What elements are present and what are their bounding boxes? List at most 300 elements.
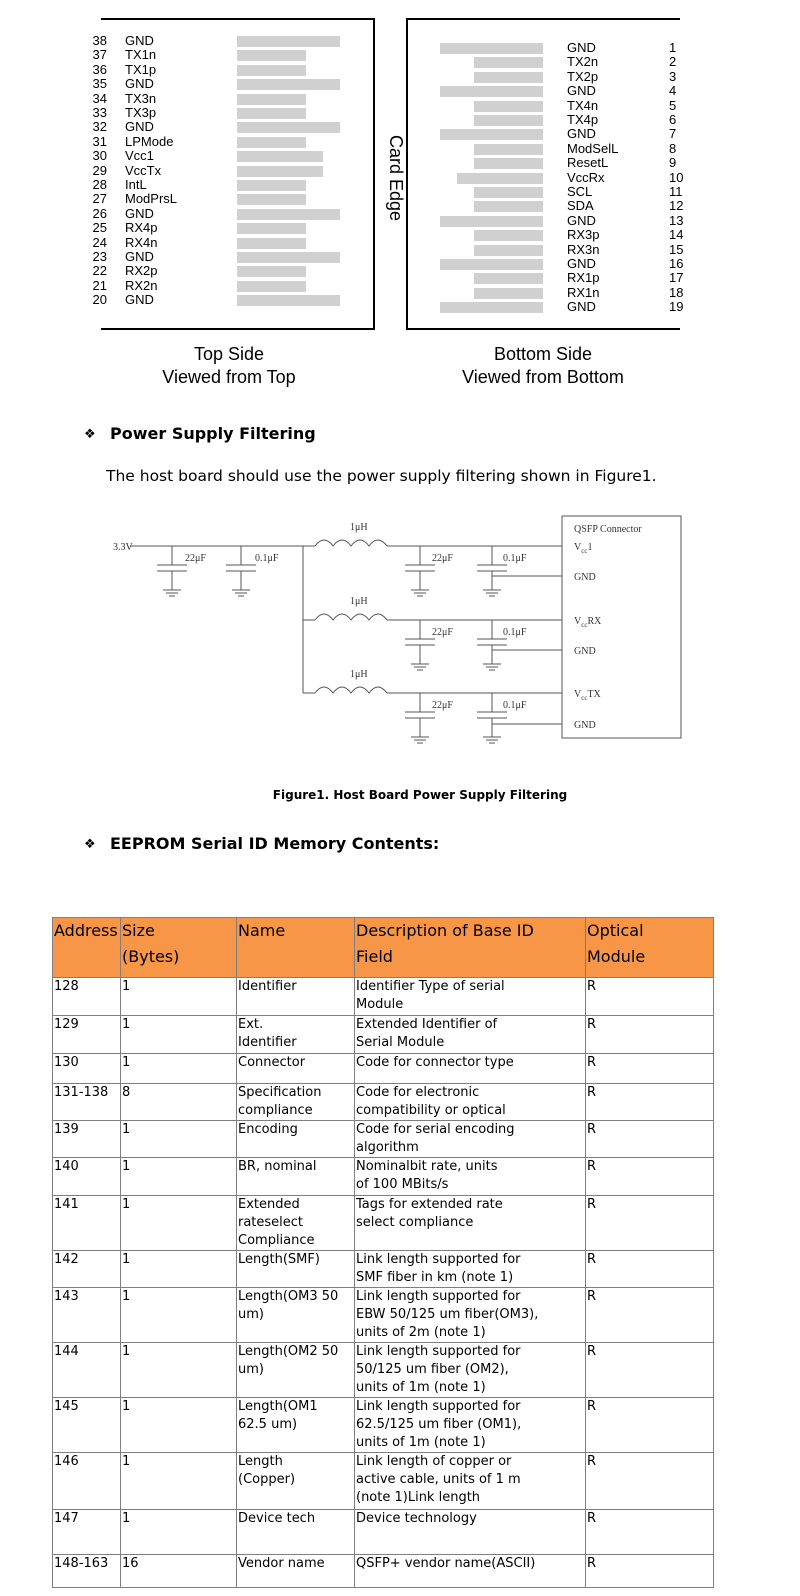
- pin-name: GND: [567, 83, 596, 99]
- top-side-caption-line1: Top Side: [193, 344, 265, 364]
- optical-module-cell: R: [586, 1158, 714, 1196]
- name-cell-line: 62.5 um): [238, 1417, 298, 1432]
- contact-pad: [237, 238, 306, 249]
- pin-number: 9: [669, 155, 677, 171]
- address-cell: 140: [53, 1158, 121, 1196]
- description-cell-line: algorithm: [356, 1140, 419, 1155]
- address-cell: 145: [53, 1398, 121, 1453]
- pin-name: TX3n: [125, 90, 157, 106]
- name-cell-line: Connector: [238, 1055, 306, 1070]
- size-cell: 1: [121, 1196, 237, 1251]
- vcc1-prefix: V: [574, 542, 582, 553]
- power-filter-schematic: [100, 510, 690, 750]
- description-cell-line: of 100 MBits/s: [356, 1177, 449, 1192]
- description-cell-line: compatibility or optical: [356, 1103, 506, 1118]
- pin-name: TX2p: [567, 68, 599, 84]
- table-row: [53, 1398, 714, 1453]
- header-opt-line1: Optical: [587, 921, 644, 940]
- pin-number: 27: [92, 191, 107, 207]
- table-row: [53, 1510, 714, 1555]
- description-cell-line: 50/125 um fiber (OM2),: [356, 1362, 509, 1377]
- pin-name: GND: [125, 76, 154, 92]
- contact-pad: [237, 151, 323, 162]
- description-cell-line: SMF fiber in km (note 1): [356, 1270, 514, 1285]
- vccrx-subscript: cc: [581, 621, 588, 629]
- size-cell: 1: [121, 1510, 237, 1555]
- name-cell-line: Length(OM1: [238, 1399, 318, 1414]
- pin-name: VccTx: [125, 162, 162, 178]
- description-cell-line: Extended Identifier of: [356, 1017, 498, 1032]
- pin-name: TX1n: [125, 47, 157, 63]
- pin-number: 25: [92, 220, 107, 236]
- size-cell: 1: [121, 1398, 237, 1453]
- description-cell: [355, 1251, 586, 1288]
- pin-name: SDA: [567, 198, 594, 214]
- description-cell-line: units of 2m (note 1): [356, 1325, 486, 1340]
- vccrx-prefix: V: [574, 616, 582, 627]
- name-cell-line: Length(OM2 50: [238, 1344, 339, 1359]
- table-row: [53, 978, 714, 1016]
- branch2-cap-large-label: 22μF: [432, 627, 453, 638]
- top-side-caption: [128, 343, 330, 389]
- pin-number: 19: [669, 299, 684, 315]
- name-cell: [237, 1054, 355, 1084]
- optical-module-cell: R: [586, 1121, 714, 1158]
- inductor-2-label: 1μH: [350, 596, 368, 607]
- pin-number: 31: [92, 133, 107, 149]
- description-cell-line: Device technology: [356, 1511, 477, 1526]
- pin-number: 24: [92, 234, 107, 250]
- contact-pad: [474, 245, 543, 256]
- name-cell: [237, 1084, 355, 1121]
- pin-name: GND: [125, 119, 154, 135]
- pin-name: GND: [125, 292, 154, 308]
- pin-name: GND: [567, 212, 596, 228]
- name-cell-line: um): [238, 1362, 264, 1377]
- size-cell: 8: [121, 1084, 237, 1121]
- table-row: [53, 1084, 714, 1121]
- input-cap-small-label: 0.1μF: [255, 553, 279, 564]
- pin-number: 16: [669, 256, 684, 271]
- header-desc-line2: Field: [356, 947, 393, 966]
- contact-pad: [474, 201, 543, 212]
- card-edge-label: Card Edge: [386, 134, 406, 222]
- name-cell: [237, 1510, 355, 1555]
- description-cell-line: Code for serial encoding: [356, 1122, 515, 1137]
- vccrx-pin-label: [574, 616, 602, 629]
- pin-number: 32: [92, 119, 107, 135]
- pin-name: TX4n: [567, 97, 599, 113]
- pin-number: 7: [669, 126, 677, 142]
- description-cell-line: Module: [356, 997, 404, 1012]
- pin-name: RX3p: [567, 227, 600, 243]
- name-cell-line: Extended: [238, 1197, 300, 1212]
- pin-number: 17: [669, 270, 684, 286]
- pin-number: 3: [669, 68, 677, 84]
- pinout-figure: [0, 0, 800, 400]
- size-cell: 1: [121, 978, 237, 1016]
- description-cell-line: (note 1)Link length: [356, 1490, 481, 1505]
- description-cell-line: active cable, units of 1 m: [356, 1472, 521, 1487]
- diamond-bullet-icon: ❖: [84, 427, 96, 442]
- header-address: [53, 918, 121, 978]
- pin-number: 20: [92, 292, 107, 308]
- contact-pad: [237, 108, 306, 119]
- header-size-line2: (Bytes): [122, 947, 180, 966]
- diamond-bullet-icon: ❖: [84, 837, 96, 852]
- gnd-pin-1-label: GND: [574, 572, 596, 583]
- description-cell-line: units of 1m (note 1): [356, 1435, 486, 1450]
- contact-pad: [237, 137, 306, 148]
- bottom-side-caption-line1: Bottom Side: [493, 344, 593, 364]
- table-row: [53, 1555, 714, 1588]
- gnd-pin-3-label: GND: [574, 720, 596, 731]
- contact-pad: [237, 281, 306, 292]
- description-cell: [355, 1398, 586, 1453]
- name-cell-line: Vendor name: [238, 1556, 325, 1571]
- description-cell: [355, 1555, 586, 1588]
- name-cell-line: rateselect: [238, 1215, 304, 1230]
- address-cell: 129: [53, 1016, 121, 1054]
- pin-name: GND: [125, 249, 154, 264]
- description-cell-line: Code for connector type: [356, 1055, 514, 1070]
- optical-module-cell: R: [586, 978, 714, 1016]
- power-section-heading: Power Supply Filtering: [110, 424, 316, 443]
- table-row: [53, 1016, 714, 1054]
- branch3-cap-small-label: 0.1μF: [503, 700, 527, 711]
- contact-pad: [237, 166, 323, 177]
- bottom-side-caption-line2: Viewed from Bottom: [462, 367, 624, 387]
- name-cell-line: Ext.: [238, 1017, 264, 1032]
- contact-pad: [237, 295, 340, 306]
- contact-pad: [237, 180, 306, 191]
- contact-pad: [440, 216, 543, 227]
- pin-name: RX1p: [567, 270, 600, 286]
- pin-name: Vcc1: [125, 148, 154, 164]
- description-cell: [355, 1453, 586, 1510]
- contact-pad: [474, 230, 543, 241]
- description-cell-line: Link length supported for: [356, 1344, 521, 1359]
- description-cell-line: Link length supported for: [356, 1252, 521, 1267]
- power-section-text: The host board should use the power supply filtering shown in Figure1.: [106, 467, 657, 485]
- pin-name: SCL: [567, 184, 593, 199]
- pin-number: 10: [669, 169, 684, 185]
- header-name: [237, 918, 355, 978]
- address-cell: 148-163: [53, 1555, 121, 1588]
- address-cell: 139: [53, 1121, 121, 1158]
- name-cell-line: Specification: [238, 1085, 322, 1100]
- optical-module-cell: R: [586, 1398, 714, 1453]
- pin-number: 15: [669, 241, 684, 257]
- address-cell: 131-138: [53, 1084, 121, 1121]
- optical-module-cell: R: [586, 1453, 714, 1510]
- branch3-cap-large-label: 22μF: [432, 700, 453, 711]
- description-cell-line: Code for electronic: [356, 1085, 480, 1100]
- pin-number: 4: [669, 83, 677, 99]
- address-cell: 146: [53, 1453, 121, 1510]
- pin-name: RX2p: [125, 263, 158, 279]
- contact-pad: [474, 144, 543, 155]
- size-cell: 1: [121, 1453, 237, 1510]
- pin-name: TX1p: [125, 61, 157, 77]
- description-cell-line: Link length supported for: [356, 1399, 521, 1414]
- bottom-side-outline: [406, 18, 680, 330]
- pin-number: 18: [669, 284, 684, 300]
- pin-name: GND: [567, 299, 596, 315]
- address-cell: 128: [53, 978, 121, 1016]
- optical-module-cell: R: [586, 1054, 714, 1084]
- pin-number: 11: [669, 184, 683, 199]
- vcc1-pin-label: [574, 542, 592, 555]
- description-cell-line: select compliance: [356, 1215, 474, 1230]
- size-cell: 1: [121, 1121, 237, 1158]
- pin-name: TX3p: [125, 105, 157, 120]
- description-cell-line: Tags for extended rate: [356, 1197, 503, 1212]
- table-row: [53, 1158, 714, 1196]
- pin-name: RX4p: [125, 220, 158, 236]
- contact-pad: [237, 94, 306, 105]
- pin-number: 28: [92, 177, 107, 192]
- table-row: [53, 1288, 714, 1343]
- pin-name: RX4n: [125, 234, 158, 250]
- pin-number: 33: [92, 105, 107, 120]
- pin-number: 21: [92, 277, 107, 293]
- name-cell-line: Encoding: [238, 1122, 298, 1137]
- connector-title: QSFP Connector: [574, 524, 642, 535]
- header-optical-module: [586, 918, 714, 978]
- description-cell: [355, 1196, 586, 1251]
- pin-name: RX2n: [125, 277, 158, 293]
- pin-name: GND: [567, 126, 596, 142]
- contact-pad: [440, 259, 543, 270]
- pin-number: 1: [669, 40, 677, 55]
- contact-pad: [474, 187, 543, 198]
- table-row: [53, 1453, 714, 1510]
- size-cell: 1: [121, 1158, 237, 1196]
- optical-module-cell: R: [586, 1510, 714, 1555]
- pin-number: 5: [669, 97, 677, 113]
- pin-number: 6: [669, 112, 677, 127]
- header-address-text: Address: [54, 921, 118, 940]
- table-row: [53, 1054, 714, 1084]
- contact-pad: [237, 252, 340, 263]
- vccrx-suffix: RX: [587, 616, 602, 627]
- pin-number: 35: [92, 76, 107, 92]
- name-cell-line: (Copper): [238, 1472, 296, 1487]
- vcc1-suffix: 1: [587, 542, 593, 553]
- contact-pad: [237, 209, 340, 220]
- optical-module-cell: R: [586, 1016, 714, 1054]
- contact-pad: [237, 36, 340, 47]
- contact-pad: [440, 129, 543, 140]
- pin-number: 30: [92, 148, 107, 164]
- inductor-1-label: 1μH: [350, 522, 368, 533]
- name-cell: [237, 1251, 355, 1288]
- bottom-side-caption: [432, 343, 654, 389]
- name-cell: [237, 1453, 355, 1510]
- table-row: [53, 1196, 714, 1251]
- address-cell: 142: [53, 1251, 121, 1288]
- header-size-line1: Size: [122, 921, 155, 940]
- optical-module-cell: R: [586, 1288, 714, 1343]
- optical-module-cell: R: [586, 1196, 714, 1251]
- pin-name: ModPrsL: [125, 191, 178, 207]
- eeprom-header-row: [53, 918, 714, 978]
- name-cell-line: Identifier: [238, 1035, 297, 1050]
- size-cell: 1: [121, 1054, 237, 1084]
- header-desc-line1: Description of Base ID: [356, 921, 534, 940]
- pin-name: TX4p: [567, 112, 599, 127]
- contact-pad: [474, 273, 543, 284]
- address-cell: 130: [53, 1054, 121, 1084]
- size-cell: 1: [121, 1343, 237, 1398]
- pin-name: RX1n: [567, 284, 600, 300]
- table-row: [53, 1343, 714, 1398]
- size-cell: 16: [121, 1555, 237, 1588]
- pin-name: ModSelL: [567, 140, 619, 156]
- name-cell-line: Identifier: [238, 979, 297, 994]
- address-cell: 147: [53, 1510, 121, 1555]
- pin-name: RX3n: [567, 241, 600, 257]
- pin-number: 36: [92, 61, 107, 77]
- contact-pad: [474, 288, 543, 299]
- address-cell: 143: [53, 1288, 121, 1343]
- name-cell-line: compliance: [238, 1103, 313, 1118]
- description-cell: [355, 1343, 586, 1398]
- pin-name: GND: [567, 40, 596, 55]
- contact-pad: [237, 50, 306, 61]
- pin-number: 12: [669, 198, 684, 214]
- contact-pad: [237, 266, 306, 277]
- size-cell: 1: [121, 1016, 237, 1054]
- name-cell-line: Length: [238, 1454, 283, 1469]
- optical-module-cell: R: [586, 1084, 714, 1121]
- header-description: [355, 918, 586, 978]
- pin-name: LPMode: [125, 133, 174, 149]
- eeprom-section-heading: EEPROM Serial ID Memory Contents:: [110, 834, 440, 853]
- pin-number: 34: [92, 90, 107, 106]
- branch1-cap-large-label: 22μF: [432, 553, 453, 564]
- optical-module-cell: R: [586, 1251, 714, 1288]
- size-cell: 1: [121, 1288, 237, 1343]
- eeprom-table: [52, 917, 714, 1588]
- contact-pad: [440, 86, 543, 97]
- name-cell: [237, 1121, 355, 1158]
- optical-module-cell: R: [586, 1555, 714, 1588]
- address-cell: 144: [53, 1343, 121, 1398]
- pin-number: 38: [92, 33, 107, 48]
- header-name-text: Name: [238, 921, 286, 940]
- name-cell: [237, 1555, 355, 1588]
- branch2-cap-small-label: 0.1μF: [503, 627, 527, 638]
- description-cell-line: QSFP+ vendor name(ASCII): [356, 1556, 536, 1571]
- contact-pad: [474, 57, 543, 68]
- description-cell-line: EBW 50/125 um fiber(OM3),: [356, 1307, 539, 1322]
- name-cell: [237, 1288, 355, 1343]
- name-cell: [237, 978, 355, 1016]
- header-opt-line2: Module: [587, 947, 646, 966]
- pin-number: 22: [92, 263, 107, 279]
- name-cell-line: Length(SMF): [238, 1252, 320, 1267]
- size-cell: 1: [121, 1251, 237, 1288]
- description-cell-line: Link length supported for: [356, 1289, 521, 1304]
- vcctx-suffix: TX: [587, 689, 601, 700]
- description-cell-line: Serial Module: [356, 1035, 445, 1050]
- table-row: [53, 1251, 714, 1288]
- pin-name: GND: [125, 205, 154, 221]
- top-side-caption-line2: Viewed from Top: [162, 367, 296, 387]
- contact-pad: [474, 101, 543, 112]
- pin-number: 37: [92, 47, 107, 63]
- description-cell: [355, 1158, 586, 1196]
- name-cell: [237, 1398, 355, 1453]
- description-cell: [355, 1016, 586, 1054]
- table-row: [53, 1121, 714, 1158]
- name-cell-line: BR, nominal: [238, 1159, 317, 1174]
- optical-module-cell: R: [586, 1343, 714, 1398]
- description-cell-line: Identifier Type of serial: [356, 979, 505, 994]
- pin-number: 29: [92, 162, 107, 178]
- description-cell-line: Nominalbit rate, units: [356, 1159, 498, 1174]
- vcctx-subscript: cc: [581, 694, 588, 702]
- description-cell-line: units of 1m (note 1): [356, 1380, 486, 1395]
- pin-name: GND: [567, 256, 596, 271]
- inductor-3-label: 1μH: [350, 669, 368, 680]
- name-cell: [237, 1343, 355, 1398]
- pin-name: ResetL: [567, 155, 609, 171]
- contact-pad: [474, 158, 543, 169]
- contact-pad: [237, 122, 340, 133]
- supply-label: 3.3V: [113, 542, 133, 553]
- contact-pad: [440, 302, 543, 313]
- contact-pad: [474, 115, 543, 126]
- contact-pad: [237, 194, 306, 205]
- pin-number: 8: [669, 140, 677, 156]
- input-cap-large-label: 22μF: [185, 553, 206, 564]
- contact-pad: [237, 223, 306, 234]
- contact-pad: [237, 79, 340, 90]
- gnd-pin-2-label: GND: [574, 646, 596, 657]
- description-cell: [355, 1054, 586, 1084]
- pin-name: TX2n: [567, 54, 599, 70]
- description-cell: [355, 978, 586, 1016]
- pin-number: 13: [669, 212, 684, 228]
- description-cell-line: 62.5/125 um fiber (OM1),: [356, 1417, 522, 1432]
- pin-name: GND: [125, 33, 154, 48]
- vcctx-prefix: V: [574, 689, 582, 700]
- address-cell: 141: [53, 1196, 121, 1251]
- name-cell-line: um): [238, 1307, 264, 1322]
- name-cell-line: Length(OM3 50: [238, 1289, 339, 1304]
- eeprom-table-body: [53, 978, 714, 1588]
- pin-name: VccRx: [567, 169, 605, 185]
- contact-pad: [237, 65, 306, 76]
- name-cell-line: Device tech: [238, 1511, 316, 1526]
- name-cell: [237, 1196, 355, 1251]
- vcctx-pin-label: [574, 689, 602, 702]
- description-cell: [355, 1510, 586, 1555]
- description-cell: [355, 1121, 586, 1158]
- contact-pad: [457, 173, 543, 184]
- pin-number: 14: [669, 227, 684, 243]
- vcc1-subscript: cc: [581, 547, 588, 555]
- name-cell: [237, 1016, 355, 1054]
- figure-caption: Figure1. Host Board Power Supply Filtering: [272, 788, 568, 802]
- description-cell: [355, 1288, 586, 1343]
- name-cell-line: Compliance: [238, 1233, 315, 1248]
- contact-pad: [440, 43, 543, 54]
- pin-name: IntL: [125, 177, 147, 192]
